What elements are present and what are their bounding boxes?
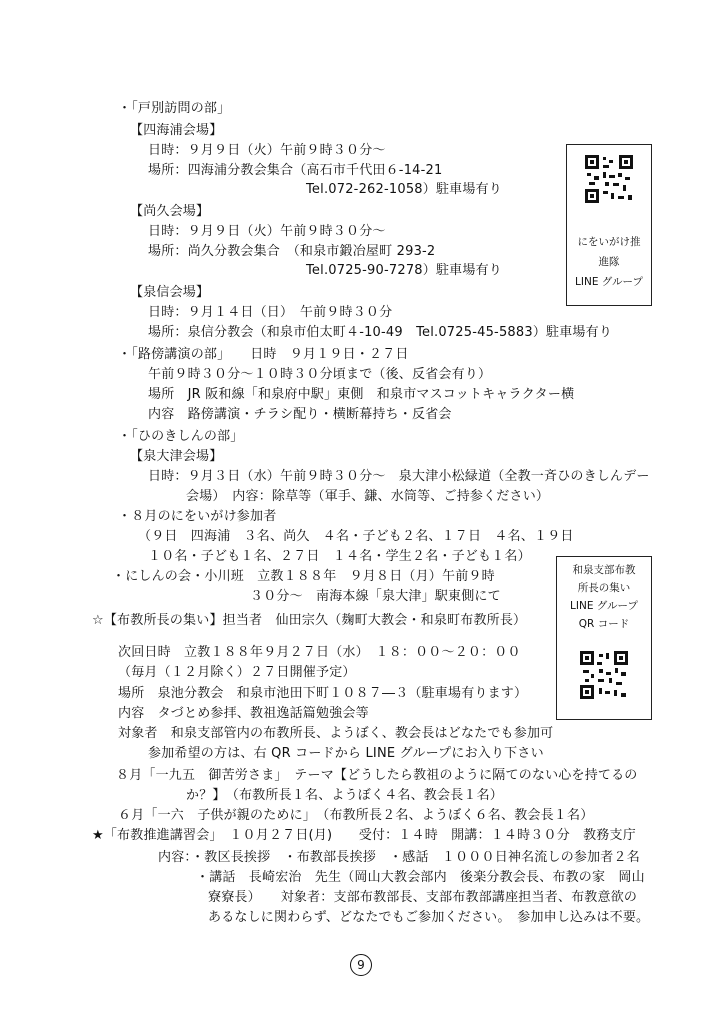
qr-code-niogake[interactable] xyxy=(585,155,633,203)
venue-izumiotsu: 【泉大津会場】 xyxy=(130,449,223,464)
venue-shikaiura: 【四海浦会場】 xyxy=(130,123,223,138)
meeting-august-2: か？】 （布教所長１名、ようぼく４名、教会長１名） xyxy=(186,788,504,803)
box1-caption-1: にをいがけ推 xyxy=(577,236,641,248)
line-group-qr-box-meeting xyxy=(556,556,652,720)
section-fukyosho-meeting: ☆【布教所長の集い】担当者 仙田宗久（麹町大教会・和泉町布教所長） xyxy=(92,613,527,628)
box2-caption-4: QR コード xyxy=(578,618,630,630)
street-place: 場所 JR 阪和線「和泉府中駅」東側 和泉市マスコットキャラクター横 xyxy=(148,387,575,402)
box1-caption-3: LINE グループ xyxy=(575,276,643,288)
venue-senshin: 【泉信会場】 xyxy=(130,285,210,300)
box2-caption-1: 和泉支部布教 xyxy=(572,564,636,576)
meeting-next-date: 次回日時 立教１８８年９月２７日（水） １８：００～２０：００ xyxy=(118,645,521,660)
meeting-june: ６月「一六 子供が親のために」 （布教所長２名、ようぼく６名、教会長１名） xyxy=(118,808,594,823)
box2-caption-3: LINE グループ xyxy=(570,600,638,612)
venue-shokyu: 【尚久会場】 xyxy=(130,204,210,219)
august-participants-1: （９日 四海浦 ３名、尚久 ４名・子ども２名、１７日 ４名、１９日 xyxy=(138,529,574,544)
izumiotsu-content: 会場） 内容：除草等（軍手、鎌、水筒等、ご持参ください） xyxy=(186,489,550,504)
section-hinokishin: ・「ひのきしんの部」 xyxy=(118,429,244,444)
shokyu-place: 場所：尚久分教会集合 （和泉市鍛冶屋町 293-2 xyxy=(148,244,436,259)
shokyu-date: 日時：９月９日（火）午前９時３０分～ xyxy=(148,224,386,239)
section-seminar: ★「布教推進講習会」 １０月２７日(月) 受付：１４時 開講：１４時３０分 教務支庁 xyxy=(92,828,636,843)
street-content: 内容 路傍講演・チラシ配り・横断幕持ち・反省会 xyxy=(148,407,452,422)
seminar-target: 寮寮長） 対象者：支部布教部長、支部布教部講座担当者、布教意欲の xyxy=(208,890,638,905)
shikaiura-place: 場所：四海浦分教会集合（高石市千代田６-14-21 xyxy=(148,163,443,178)
street-time: 午前９時３０分～１０時３０分頃まで（後、反省会有り） xyxy=(148,367,492,382)
meeting-august: ８月「一九五 御苦労さま」 テーマ【どうしたら教祖のように隔てのない心を持てるの xyxy=(116,768,638,783)
box1-caption-2: 進隊 xyxy=(598,256,620,268)
nishin-group-2: ３０分～ 南海本線「泉大津」駅東側にて xyxy=(250,589,501,604)
august-participants-2: １０名・子ども１名、２７日 １４名・学生２名・子ども１名） xyxy=(148,549,531,564)
senshin-place: 場所：泉信分教会（和泉市伯太町４-10-49 Tel.0725-45-5883）駐車場有り xyxy=(148,325,613,340)
line-group-qr-box-niogake xyxy=(566,144,652,306)
meeting-content: 内容 タづとめ参拝、教祖逸話篇勉強会等 xyxy=(118,706,369,721)
meeting-place: 場所 泉池分教会 和泉市池田下町１０８７―３（駐車場有ります） xyxy=(118,686,528,701)
box2-caption-2: 所長の集い xyxy=(577,582,631,594)
meeting-target: 対象者 和泉支部管内の布教所長、ようぼく、教会長はどなたでも参加可 xyxy=(118,726,554,741)
meeting-monthly: （毎月（１２月除く）２７日開催予定） xyxy=(118,665,356,680)
august-participants-heading: ・８月のにをいがけ参加者 xyxy=(118,509,277,524)
shikaiura-tel: Tel.072-262-1058）駐車場有り xyxy=(306,182,502,197)
section-door-visit: ・「戸別訪問の部」 xyxy=(118,101,231,116)
senshin-date: 日時：９月１４日（日） 午前９時３０分 xyxy=(148,305,393,320)
seminar-lecture: ・講話 長崎宏治 先生（岡山大教会部内 後楽分教会長、布教の家 岡山 xyxy=(196,870,645,885)
qr-code-meeting[interactable] xyxy=(580,651,628,699)
shokyu-tel: Tel.0725-90-7278）駐車場有り xyxy=(306,263,502,278)
page-number: 9 xyxy=(350,954,372,976)
shikaiura-date: 日時：９月９日（火）午前９時３０分～ xyxy=(148,143,386,158)
izumiotsu-date: 日時：９月３日（水）午前９時３０分～ 泉大津小松緑道（全教一斉ひのきしんデー xyxy=(148,469,650,484)
seminar-content: 内容：・教区長挨拶 ・布教部長挨拶 ・感話 １０００日神名流しの参加者２名 xyxy=(158,850,640,865)
nishin-group: ・にしんの会・小川班 立教１８８年 ９月８日（月）午前９時 xyxy=(112,569,495,584)
meeting-join-note: 参加希望の方は、右 QR コードから LINE グループにお入り下さい xyxy=(148,746,544,761)
section-street-preaching: ・「路傍講演の部」 日時 ９月１９日・２７日 xyxy=(118,347,409,362)
seminar-note: あるなしに関わらず、どなたでもご参加ください。 参加申し込みは不要。 xyxy=(208,910,650,925)
